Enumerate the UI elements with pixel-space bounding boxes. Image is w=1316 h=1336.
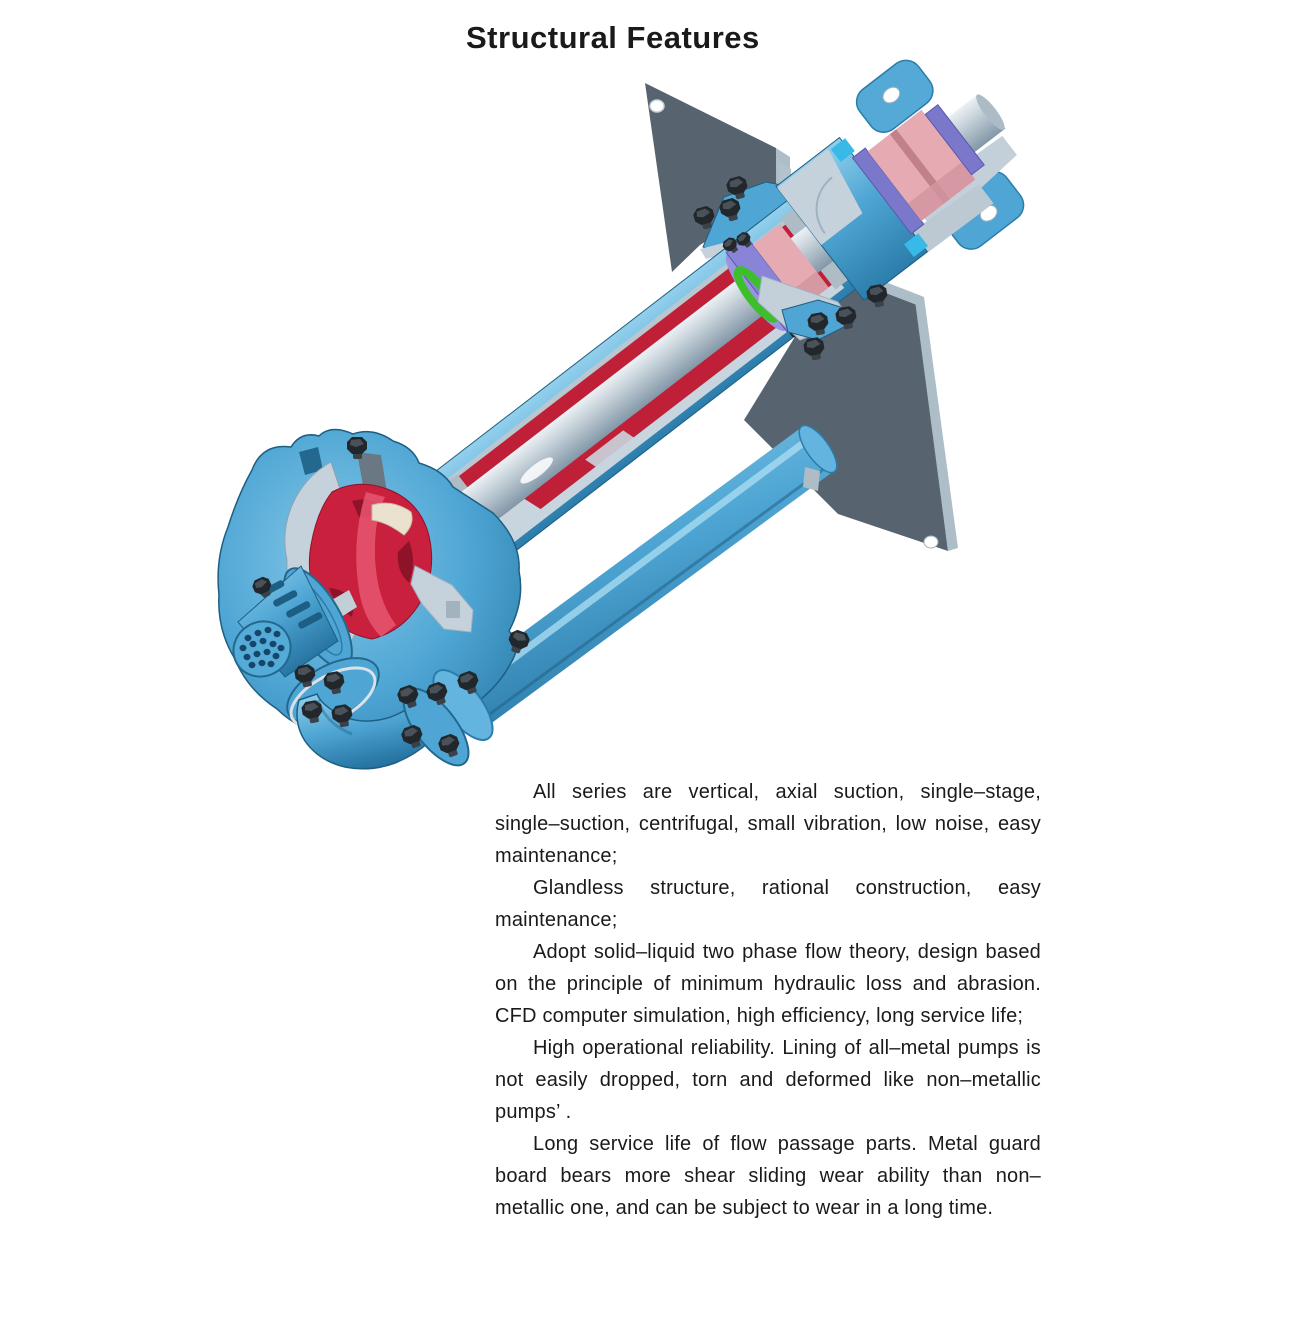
feature-paragraph-5: Long service life of flow passage parts. Metal guard board bears more shear sliding wear ability than non–metallic one, and can be subject to wear in a long time.	[495, 1133, 1041, 1219]
page-title: Structural Features	[466, 20, 760, 55]
feature-text	[495, 776, 1041, 1224]
plate-bolt-hole	[650, 100, 664, 112]
feature-paragraph-4: High operational reliability. Lining of all–metal pumps is not easily dropped, torn and deformed like non–metallic pumps’ .	[495, 1037, 1041, 1123]
feature-paragraph-2: Glandless structure, rational construction, easy maintenance;	[495, 877, 1041, 931]
feature-paragraph-3: Adopt solid–liquid two phase flow theory, design based on the principle of minimum hydraulic loss and abrasion. CFD computer simulation, high efficiency, long service life;	[495, 941, 1041, 1027]
pipe-support-tab	[803, 467, 820, 491]
feature-paragraph-1: All series are vertical, axial suction, single–stage, single–suction, centrifugal, small vibration, low noise, easy maintenance;	[495, 781, 1041, 867]
plate-bolt-hole	[924, 536, 938, 548]
